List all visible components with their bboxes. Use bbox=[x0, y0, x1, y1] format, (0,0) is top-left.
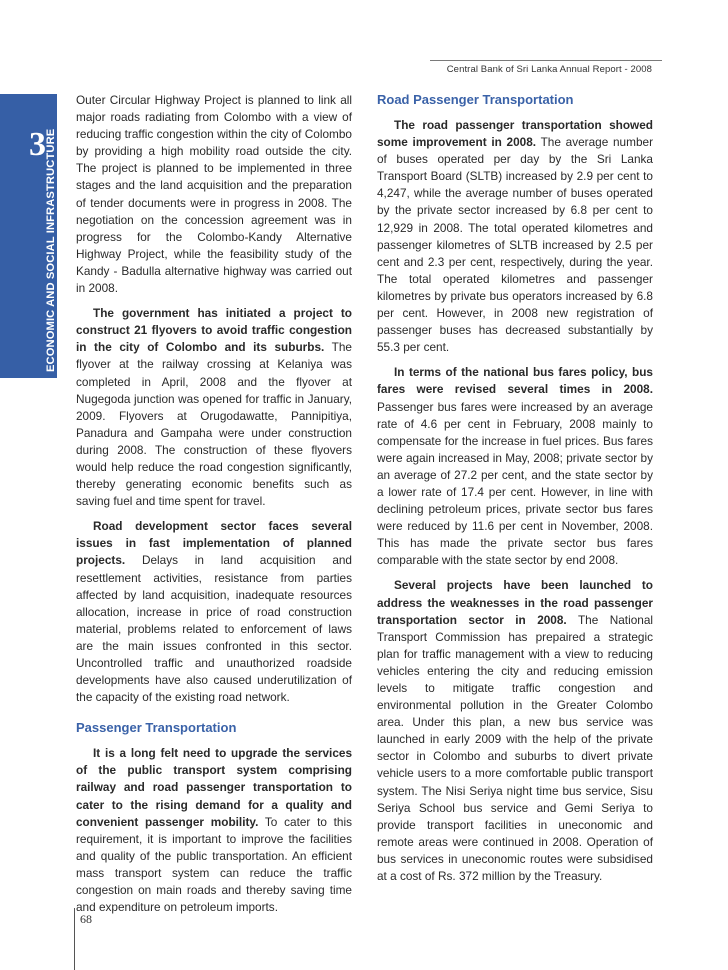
lead-text: It is a long felt need to upgrade the services of the public transport system comprising railway and road passenger transportation to cater to the rising demand for a quality and convenient passenger mobility. bbox=[76, 746, 352, 829]
body-text: The flyover at the railway crossing at Kelaniya was completed in April, 2008 and the flyover at Nugegoda junction was opened for traffic in January, 2009. Flyovers at Orugodawatte, Pannipitiya, Panadura and Gampaha were under construction during 2008. The construction of these flyovers would help reduce the road congestion significantly, thereby generating economic benefits such as saving fuel and time spent for travel. bbox=[76, 340, 352, 509]
paragraph-road-passenger-improvement bbox=[377, 117, 653, 356]
report-header: Central Bank of Sri Lanka Annual Report - 2008 bbox=[446, 64, 652, 75]
body-text: The National Transport Commission has prepaired a strategic plan for traffic management with a view to reducing vehicles entering the city and reducing emission levels to mitigate traffic congestion and environmental pollution in the Greater Colombo area. Under this plan, a new bus service was launched in early 2009 with the help of the private sector in Colombo and suburbs to divert private vehicle users to a more comfortable public transport system. The Nisi Seriya night time bus service, Sisu Seriya School bus service and Gemi Seriya to provide transport facilities in uneconomic and remote areas were continued in 2008. Operation of bus services in uneconomic routes were subsidised at a cost of Rs. 372 million by the Treasury. bbox=[377, 612, 654, 884]
lead-text: In terms of the national bus fares policy, bus fares were revised several times in 2008. bbox=[377, 365, 653, 397]
paragraph-flyovers bbox=[76, 305, 352, 510]
header-rule bbox=[430, 60, 662, 61]
lead-text: Road development sector faces several issues in fast implementation of planned projects. bbox=[76, 519, 352, 568]
body-text: Delays in land acquisition and resettlement activities, resistance from parties affected by land acquisition, inadequate resources allocation, increase in price of road construction material, problems related to enforcement of laws are the main issues confronted in this sector. Uncontrolled traffic and unauthorized roadside developments have also caused underutilization of the capacity of the existing road network. bbox=[76, 553, 352, 705]
left-column bbox=[76, 92, 352, 924]
body-text: Passenger bus fares were increased by an average rate of 4.6 per cent in February, 2008 mainly to compensate for the increase in fuel prices. Bus fares were again increased in May, 2008; private sector by an average of 27.2 per cent, and the state sector by a lower rate of 17.4 per cent. However, in line with declining petroleum prices, private sector bus fares were reduced by 11.6 per cent in November, 2008. This has made the private sector bus fares comparable with the state sector by end 2008. bbox=[377, 399, 653, 568]
right-column bbox=[377, 92, 653, 893]
paragraph-projects-launched bbox=[377, 577, 653, 885]
chapter-title: ECONOMIC AND SOCIAL INFRASTRUCTURE bbox=[45, 128, 57, 372]
body-text: The average number of buses operated per day by the Sri Lanka Transport Board (SLTB) increased by 2.9 per cent to 4,247, while the average number of buses operated by the private sector increased by 6.8 per cent to 12,929 in 2008. The total operated kilometres and passenger kilometres of SLTB increased by 2.5 per cent and 2.3 per cent, respectively, during the year. The total operated kilometres and passenger kilometres by private bus operators increased by 6.8 per cent. However, in 2008 new registration of passenger buses has decreased substantially by 55.3 per cent. bbox=[377, 135, 653, 355]
paragraph-bus-fares bbox=[377, 364, 653, 569]
paragraph-public-transport bbox=[76, 745, 352, 916]
lead-text: The road passenger transportation showed some improvement in 2008. bbox=[377, 118, 653, 150]
paragraph-road-development-issues bbox=[76, 518, 352, 706]
paragraph-outer-circular-highway: Outer Circular Highway Project is planned to link all major roads radiating from Colombo with a view of reducing traffic congestion within the city of Colombo by providing a high mobility road outside the city. The project is planned to be implemented in three stages and the land acquisition and the preparation of tender documents were in progress in 2008. The negotiation on the concession agreement was in progress for the Colombo-Kandy Alternative Highway Project, while the feasibility study of the Kandy - Badulla alternative highway was carried out in 2008. bbox=[76, 93, 352, 296]
section-heading-passenger-transportation: Passenger Transportation bbox=[76, 720, 237, 736]
section-heading-road-passenger-transportation: Road Passenger Transportation bbox=[377, 92, 574, 107]
lead-text: Several projects have been launched to address the weaknesses in the road passenger transportation sector in 2008. bbox=[377, 578, 653, 627]
body-text: To cater to this requirement, it is important to improve the facilities and quality of the public transportation. An efficient mass transport system can reduce the traffic congestion on main roads and thereby saving time and expenditure on petroleum imports. bbox=[76, 814, 353, 915]
chapter-number: 3 bbox=[29, 126, 46, 163]
footer-rule bbox=[74, 908, 75, 970]
lead-text: The government has initiated a project to construct 21 flyovers to avoid traffic congestion in the city of Colombo and its suburbs. bbox=[76, 306, 352, 355]
page-number: 68 bbox=[80, 912, 92, 926]
